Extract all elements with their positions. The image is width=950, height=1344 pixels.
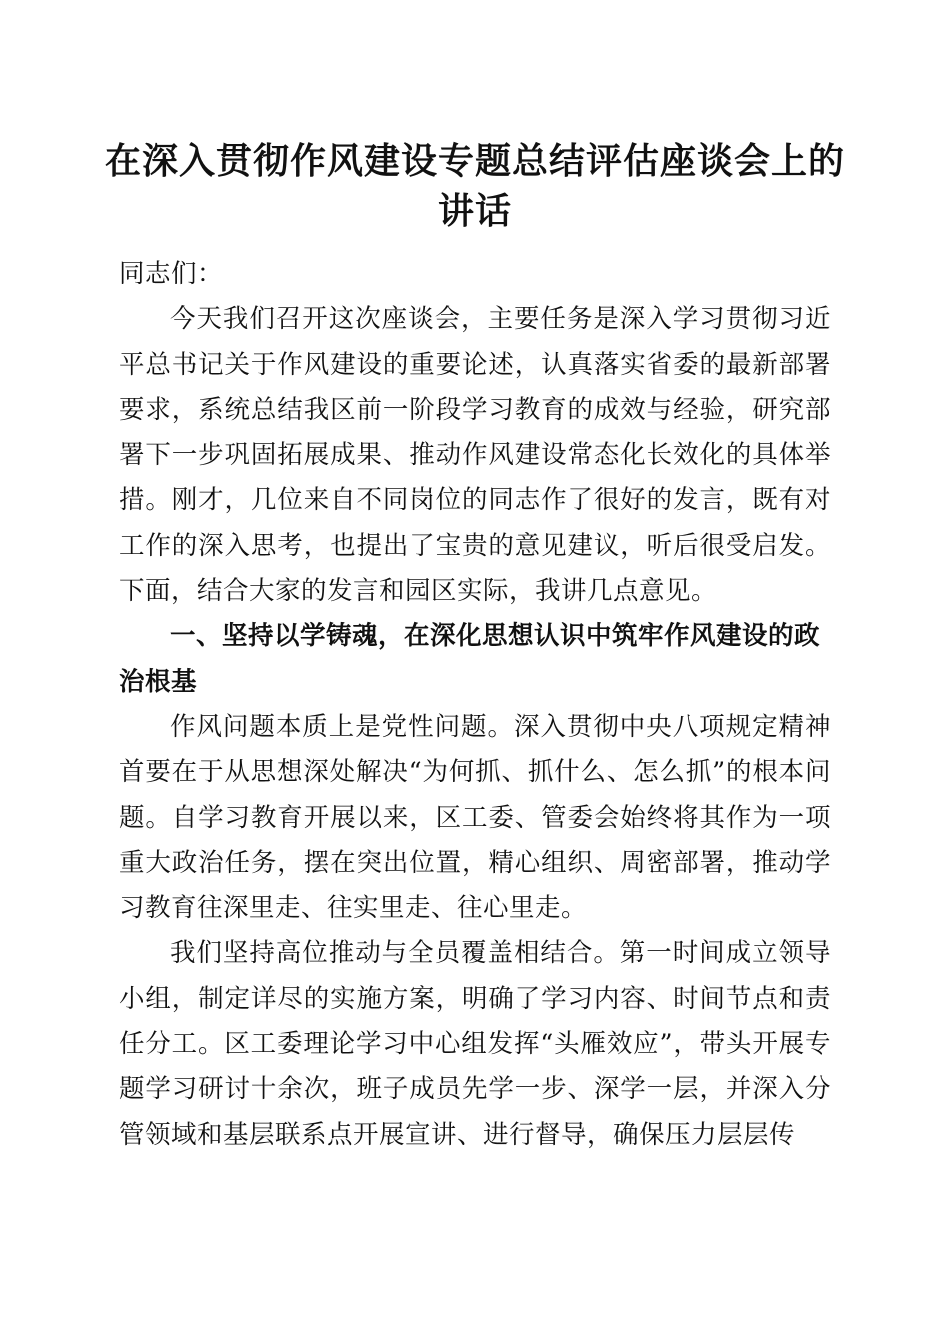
title-line-1: 在深入贯彻作风建设专题总结评估座谈会上的 bbox=[104, 140, 845, 182]
paragraph-section1-1: 作风问题本质上是党性问题。深入贯彻中央八项规定精神首要在于从思想深处解决“为何抓、抓什么、怎么抓”的根本问题。自学习教育开展以来，区工委、管委会始终将其作为一项重大政治任务，摆在突出位置，精心组织、周密部署，推动学习教育往深里走、往实里走、往心里走。 bbox=[119, 711, 831, 924]
paragraph-intro: 今天我们召开这次座谈会，主要任务是深入学习贯彻习近平总书记关于作风建设的重要论述，认真落实省委的最新部署要求，系统总结我区前一阶段学习教育的成效与经验，研究部署下一步巩固拓展成果、推动作风建设常态化长效化的具体举措。刚才，几位来自不同岗位的同志作了很好的发言，既有对工作的深入思考，也提出了宝贵的意见建议，听后很受启发。下面，结合大家的发言和园区实际，我讲几点意见。 bbox=[119, 304, 831, 607]
section-heading-1: 一、坚持以学铸魂，在深化思想认识中筑牢作风建设的政治根基 bbox=[119, 621, 821, 697]
document-body bbox=[119, 252, 831, 1158]
title-line-2: 讲话 bbox=[437, 190, 512, 232]
greeting: 同志们： bbox=[119, 259, 224, 289]
document-title bbox=[100, 136, 850, 236]
paragraph-section1-2: 我们坚持高位推动与全员覆盖相结合。第一时间成立领导小组，制定详尽的实施方案，明确了学习内容、时间节点和责任分工。区工委理论学习中心组发挥“头雁效应”，带头开展专题学习研讨十余次，班子成员先学一步、深学一层，并深入分管领域和基层联系点开展宣讲、进行督导，确保压力层层传 bbox=[119, 938, 831, 1150]
